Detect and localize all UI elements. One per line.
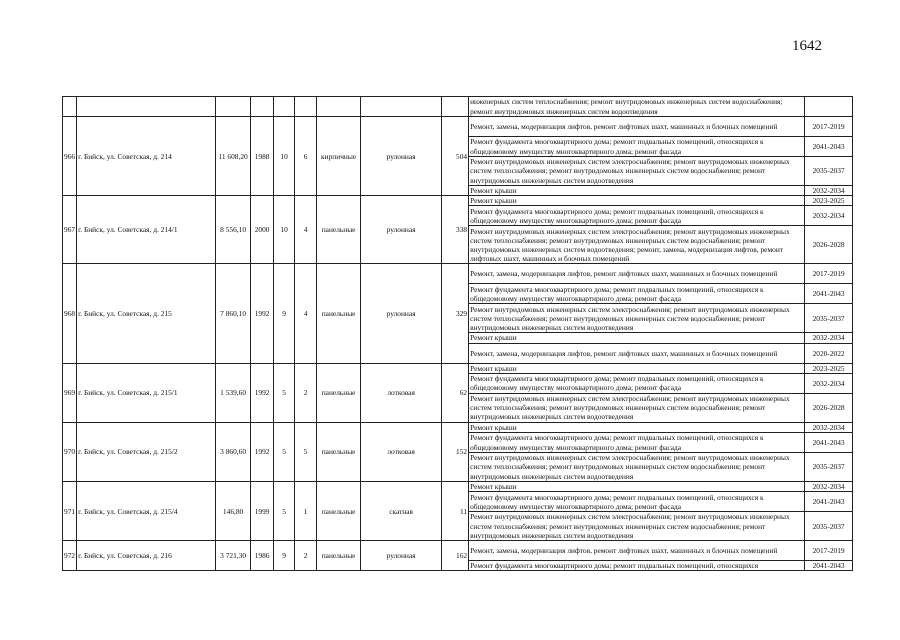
build-year: 1988 [251,117,274,196]
cell-empty [63,97,77,117]
build-year: 1999 [251,482,274,541]
address: г. Бийск, ул. Советская, д. 215/1 [77,363,216,422]
floors-count: 5 [274,363,295,422]
work-description: Ремонт фундамента многоквартирного дома; ремонт подвальных помещений, относящихся к общедомовому имуществу многоквартирного дома; ремонт фасада [469,492,805,512]
work-description: Ремонт крыши [469,186,805,196]
roof-type: рулонная [361,541,442,571]
wall-material: панельные [317,196,361,264]
cell-empty [251,97,274,117]
work-years [805,97,853,117]
address: г. Бийск, ул. Советская, д. 215 [77,264,216,363]
cell-empty [274,97,295,117]
cell-empty [216,97,251,117]
entrances-count: 1 [295,482,317,541]
roof-type: скатная [361,482,442,541]
entrances-count: 4 [295,264,317,363]
build-year: 1992 [251,264,274,363]
work-years: 2023-2025 [805,363,853,373]
work-years: 2017-2019 [805,264,853,284]
work-years: 2041-2043 [805,561,853,571]
row-number: 969 [63,363,77,422]
table-row [63,482,853,492]
table-row [63,363,853,373]
residents-count: 338 [442,196,469,264]
work-description: Ремонт крыши [469,363,805,373]
total-area: 8 556,10 [216,196,251,264]
total-area: 1 539,60 [216,363,251,422]
work-years: 2032-2034 [805,373,853,393]
work-description: Ремонт внутридомовых инженерных систем электроснабжения; ремонт внутридомовых инженерных систем теплоснабжения; ремонт внутридомовых инженерных систем водоснабжения; ремонт внутридомовых инженерных систем водоотведения [469,304,805,333]
work-years: 2017-2019 [805,541,853,561]
work-years: 2020-2022 [805,343,853,363]
work-description: Ремонт внутридомовых инженерных систем электроснабжения; ремонт внутридомовых инженерных систем теплоснабжения; ремонт внутридомовых инженерных систем водоснабжения; ремонт внутридомовых инженерных систем водоотведения [469,393,805,422]
work-years: 2032-2034 [805,333,853,343]
entrances-count: 2 [295,541,317,571]
total-area: 7 860,10 [216,264,251,363]
address: г. Бийск, ул. Советская, д. 215/4 [77,482,216,541]
floors-count: 9 [274,264,295,363]
row-number: 966 [63,117,77,196]
work-years: 2035-2037 [805,453,853,482]
residents-count: 504 [442,117,469,196]
row-number: 971 [63,482,77,541]
build-year: 2000 [251,196,274,264]
work-years: 2026-2028 [805,393,853,422]
roof-type: рулонная [361,196,442,264]
work-description: Ремонт фундамента многоквартирного дома; ремонт подвальных помещений, относящихся к общедомовому имуществу многоквартирного дома; ремонт фасада [469,137,805,157]
total-area: 11 608,20 [216,117,251,196]
roof-type: лотковая [361,422,442,481]
entrances-count: 6 [295,117,317,196]
work-years: 2032-2034 [805,186,853,196]
work-description: Ремонт внутридомовых инженерных систем электроснабжения; ремонт внутридомовых инженерных систем теплоснабжения; ремонт внутридомовых инженерных систем водоснабжения; ремонт внутридомовых инженерных систем водоотведения [469,157,805,186]
wall-material: панельные [317,264,361,363]
work-years: 2035-2037 [805,157,853,186]
capital-repair-table [62,96,853,571]
address: г. Бийск, ул. Советская, д. 214 [77,117,216,196]
build-year: 1992 [251,363,274,422]
cell-empty [295,97,317,117]
work-years: 2035-2037 [805,304,853,333]
roof-type: лотковая [361,363,442,422]
work-description: Ремонт крыши [469,422,805,432]
work-years: 2026-2028 [805,226,853,264]
work-description: Ремонт, замена, модернизация лифтов, ремонт лифтовых шахт, машинных и блочных помещений [469,264,805,284]
wall-material: панельные [317,482,361,541]
table-row [63,264,853,284]
work-description: Ремонт, замена, модернизация лифтов, ремонт лифтовых шахт, машинных и блочных помещений [469,343,805,363]
table-row [63,196,853,206]
work-description: Ремонт крыши [469,482,805,492]
entrances-count: 5 [295,422,317,481]
work-description: Ремонт фундамента многоквартирного дома; ремонт подвальных помещений, относящихся [469,561,805,571]
work-description: Ремонт внутридомовых инженерных систем электроснабжения; ремонт внутридомовых инженерных систем теплоснабжения; ремонт внутридомовых инженерных систем водоснабжения; ремонт внутридомовых инженерных систем водоотведения [469,512,805,541]
address: г. Бийск, ул. Советская, д. 215/2 [77,422,216,481]
residents-count: 11 [442,482,469,541]
cell-empty [77,97,216,117]
work-description: Ремонт фундамента многоквартирного дома; ремонт подвальных помещений, относящихся к общедомовому имуществу многоквартирного дома; ремонт фасада [469,284,805,304]
work-description: Ремонт внутридомовых инженерных систем электроснабжения; ремонт внутридомовых инженерных систем теплоснабжения; ремонт внутридомовых инженерных систем водоснабжения; ремонт внутридомовых инженерных систем водоотведения; ремонт, замена, модернизация лифтов, ремонт лифтовых шахт, машинных и блочных помещений [469,226,805,264]
total-area: 3 721,30 [216,541,251,571]
roof-type: рулонная [361,117,442,196]
cell-empty [442,97,469,117]
row-number: 968 [63,264,77,363]
floors-count: 10 [274,117,295,196]
wall-material: кирпичные [317,117,361,196]
table-row [63,117,853,137]
work-description: Ремонт, замена, модернизация лифтов, ремонт лифтовых шахт, машинных и блочных помещений [469,541,805,561]
work-years: 2035-2037 [805,512,853,541]
floors-count: 5 [274,422,295,481]
work-years: 2032-2034 [805,206,853,226]
page-number: 1642 [792,38,822,54]
work-description: Ремонт крыши [469,196,805,206]
residents-count: 152 [442,422,469,481]
residents-count: 162 [442,541,469,571]
entrances-count: 2 [295,363,317,422]
work-years: 2032-2034 [805,422,853,432]
work-description: инженерных систем теплоснабжения; ремонт внутридомовых инженерных систем водоснабжения; ремонт внутридомовых инженерных систем водоотведения [469,97,805,117]
row-number: 967 [63,196,77,264]
row-number: 972 [63,541,77,571]
work-years: 2017-2019 [805,117,853,137]
entrances-count: 4 [295,196,317,264]
floors-count: 10 [274,196,295,264]
floors-count: 9 [274,541,295,571]
table-row [63,541,853,561]
wall-material: панельные [317,363,361,422]
row-number: 970 [63,422,77,481]
work-years: 2041-2043 [805,433,853,453]
address: г. Бийск, ул. Советская, д. 216 [77,541,216,571]
work-description: Ремонт внутридомовых инженерных систем электроснабжения; ремонт внутридомовых инженерных систем теплоснабжения; ремонт внутридомовых инженерных систем водоснабжения; ремонт внутридомовых инженерных систем водоотведения [469,453,805,482]
residents-count: 62 [442,363,469,422]
work-years: 2023-2025 [805,196,853,206]
wall-material: панельные [317,541,361,571]
work-description: Ремонт, замена, модернизация лифтов, ремонт лифтовых шахт, машинных и блочных помещений [469,117,805,137]
work-years: 2041-2043 [805,492,853,512]
total-area: 146,80 [216,482,251,541]
floors-count: 5 [274,482,295,541]
residents-count: 329 [442,264,469,363]
work-years: 2032-2034 [805,482,853,492]
cell-empty [317,97,361,117]
work-years: 2041-2043 [805,284,853,304]
roof-type: рулонная [361,264,442,363]
work-description: Ремонт фундамента многоквартирного дома; ремонт подвальных помещений, относящихся к общедомовому имуществу многоквартирного дома; ремонт фасада [469,433,805,453]
work-years: 2041-2043 [805,137,853,157]
cell-empty [361,97,442,117]
work-description: Ремонт фундамента многоквартирного дома; ремонт подвальных помещений, относящихся к общедомовому имуществу многоквартирного дома; ремонт фасада [469,206,805,226]
wall-material: панельные [317,422,361,481]
build-year: 1986 [251,541,274,571]
build-year: 1992 [251,422,274,481]
table-row [63,422,853,432]
continuation-row [63,97,853,117]
total-area: 3 860,60 [216,422,251,481]
address: г. Бийск, ул. Советская, д. 214/1 [77,196,216,264]
work-description: Ремонт крыши [469,333,805,343]
work-description: Ремонт фундамента многоквартирного дома; ремонт подвальных помещений, относящихся к общедомовому имуществу многоквартирного дома; ремонт фасада [469,373,805,393]
